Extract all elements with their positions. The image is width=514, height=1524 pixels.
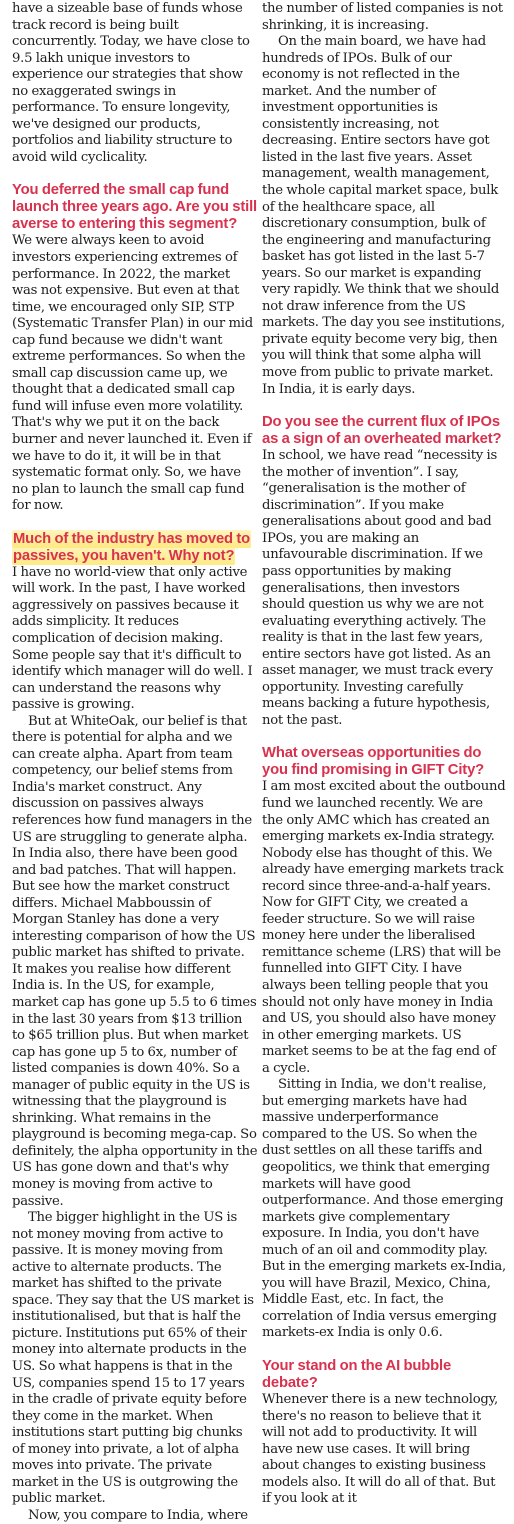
- answer-paragraph: On the main board, we have had hundreds of IPOs. Bulk of our economy is not reflected in the market. And the number of investment opportunities is consistently increasing, not decreasing. Entire sectors have got listed in the last five years. Asset management, wealth management, the whole capital market space, bulk of the healthcare space, all discretionary consumption, bulk of the engineering and manufacturing basket has got listed in the last 5-7 years. So our market is expanding very rapidly. We think that we should not draw inference from the US markets. The day you see institutions, private equity become very big, then you will think that some alpha will move from public to private market. In India, it is early days.: [262, 34, 505, 397]
- answer-paragraph: have a sizeable base of funds whose track record is being built concurrently. Today, we have close to 9.5 lakh unique investors to experience our strategies that show no exaggerated swings in performance. To ensure longevity, we've designed our products, portfolios and liability structure to avoid wild cyclicality.: [12, 1, 250, 165]
- answer-paragraph: The bigger highlight in the US is not money moving from active to passive. It is money moving from active to alternate products. The market has shifted to the private space. They say that the US market is institutionalised, but that is half the picture. Institutions put 65% of their money into alternate products in the US. So what happens is that in the US, companies spend 15 to 17 years in the cradle of private equity before they come in the market. When institutions start putting big chunks of money into private, a lot of alpha moves into private. The private market in the US is outgrowing the public market.: [12, 1210, 254, 1507]
- answer-paragraph: Sitting in India, we don't realise, but emerging markets have had massive underperformance compared to the US. So when the dust settles on all these tariffs and geopolitics, we think that emerging markets will have good outperformance. And those emerging markets give complementary exposure. In India, you don't have much of an oil and commodity play. But in the emerging markets ex-India, you will have Brazil, Mexico, China, Middle East, etc. In fact, the correlation of India versus emerging markets-ex India is only 0.6.: [262, 1077, 506, 1341]
- question-heading: You deferred the small cap fund launch three years ago. Are you still averse to entering this segment?: [12, 182, 257, 233]
- answer-paragraph: In school, we have read “necessity is the mother of invention”. I say, “generalisation is the mother of discrimination”. If you make generalisations about good and bad IPOs, you are making an unfavourable discrimination. If we pass opportunities by making generalisations, then investors should question us why we are not evaluating everything actively. The reality is that in the last few years, entire sectors have got listed. As an asset manager, we must track every opportunity. Investing carefully means backing a future hypothesis, not the past.: [262, 448, 497, 728]
- question-heading: Your stand on the AI bubble debate?: [262, 1358, 452, 1392]
- answer-paragraph: I am most excited about the outbound fund we launched recently. We are the only AMC which has created an emerging markets ex-India strategy. Nobody else has thought of this. We already have emerging markets track record since three-and-a-half years. Now for GIFT City, we created a feeder structure. So we will raise money here under the liberalised remittance scheme (LRS) that will be funnelled into GIFT City. I have always been telling people that you should not only have money in India and US, you should also have money in other emerging markets. US market seems to be at the fag end of a cycle.: [262, 779, 506, 1076]
- question-heading: Do you see the current flux of IPOs as a sign of an overheated market?: [262, 414, 502, 448]
- answer-paragraph: Whenever there is a new technology, there's no reason to believe that it will not add to productivity. It will have new use cases. It will bring about changes to existing business models also. It will do all of that. But if you look at it: [262, 1392, 498, 1507]
- answer-paragraph: Now, you compare to India, where: [28, 1507, 248, 1523]
- question-heading: What overseas opportunities do you find promising in GIFT City?: [262, 745, 485, 779]
- answer-paragraph: But at WhiteOak, our belief is that there is potential for alpha and we can create alpha. Apart from team competency, our belief stems from India's market construct. Any discussion on passives always references how fund managers in the US are struggling to generate alpha. In India also, there have been good and bad patches. That will happen. But see how the market construct differs. Michael Mabboussin of Morgan Stanley has done a very interesting comparison of how the US public market has shifted to private. It makes you realise how different India is. In the US, for example, market cap has gone up 5.5 to 6 times in the last 30 years from $13 trillion to $65 trillion plus. But when market cap has gone up 5 to 6x, number of listed companies is down 40%. So a manager of public equity in the US is witnessing that the playground is shrinking. What remains in the playground is becoming mega-cap. So definitely, the alpha opportunity in the US has gone down and that's why money is moving from active to passive.: [12, 713, 258, 1209]
- highlight-marker: Much of the industry has moved to passives, you haven't. Why not?: [13, 530, 251, 564]
- answer-paragraph: I have no world-view that only active will work. In the past, I have worked aggressively on passives because it adds simplicity. It reduces complication of decision making. Some people say that it's difficult to identify which manager will do well. I can understand the reasons why passive is growing.: [12, 564, 253, 713]
- right-column: [262, 1, 506, 1508]
- answer-paragraph: We were always keen to avoid investors experiencing extremes of performance. In 2022, the market was not expensive. But even at that time, we encouraged only SIP, STP (Systematic Transfer Plan) in our mid cap fund because we didn't want extreme performances. So when the small cap discussion came up, we thought that a dedicated small cap fund will infuse even more volatility. That's why we put it on the back burner and never launched it. Even if we have to do it, it will be in that systematic format only. So, we have no plan to launch the small cap fund for now.: [12, 233, 253, 514]
- answer-paragraph: the number of listed companies is not shrinking, it is increasing.: [262, 1, 503, 33]
- highlighted-question-heading: [12, 531, 258, 565]
- left-column: [12, 1, 258, 1524]
